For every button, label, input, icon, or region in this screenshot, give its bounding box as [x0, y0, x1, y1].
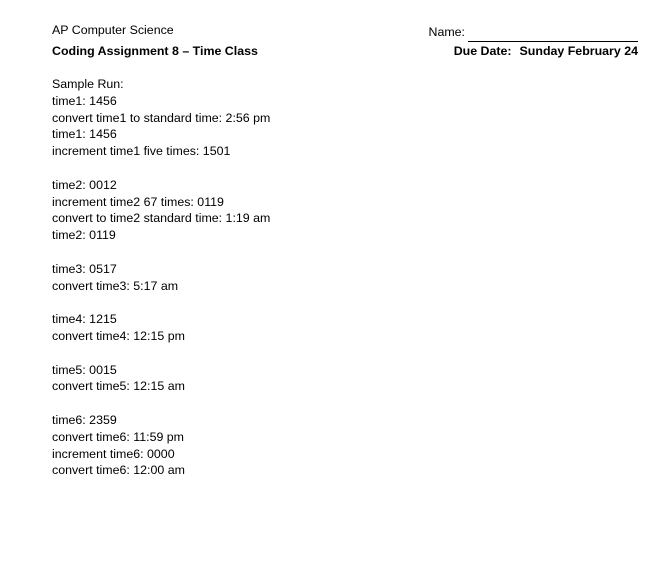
output-line: convert time5: 12:15 am — [52, 379, 185, 394]
sample-run-content — [52, 76, 270, 479]
header-left — [52, 21, 258, 63]
output-block — [52, 177, 270, 244]
output-line: convert time4: 12:15 pm — [52, 328, 185, 343]
output-line: time1: 1456 — [52, 93, 117, 108]
output-line: time1: 1456 — [52, 127, 117, 142]
due-date-row — [429, 42, 639, 63]
assignment-title: Coding Assignment 8 – Time Class — [52, 44, 258, 58]
output-line: increment time2 67 times: 0119 — [52, 194, 224, 209]
output-block — [52, 261, 270, 295]
output-line: time2: 0119 — [52, 228, 116, 243]
output-line: time3: 0517 — [52, 261, 117, 276]
output-line: time5: 0015 — [52, 362, 117, 377]
due-date-label: Due Date: — [453, 44, 512, 58]
name-blank-line — [468, 28, 638, 42]
header-right — [429, 21, 639, 63]
output-line: time4: 1215 — [52, 312, 117, 327]
output-line: convert time6: 11:59 pm — [52, 429, 185, 444]
output-line: increment time1 five times: 1501 — [52, 144, 231, 159]
output-line: increment time6: 0000 — [52, 446, 175, 461]
course-title: AP Computer Science — [52, 23, 174, 37]
output-line: time6: 2359 — [52, 412, 117, 427]
output-block — [52, 362, 270, 396]
output-line: Sample Run: — [52, 77, 124, 91]
due-date-value: Sunday February 24 — [519, 44, 638, 58]
output-block — [52, 412, 270, 479]
output-line: time2: 0012 — [52, 177, 117, 192]
output-line: convert time1 to standard time: 2:56 pm — [52, 110, 271, 125]
output-line: convert to time2 standard time: 1:19 am — [52, 211, 271, 226]
output-block — [52, 76, 270, 160]
name-label: Name: — [428, 25, 465, 39]
output-line: convert time3: 5:17 am — [52, 278, 179, 293]
output-line: convert time6: 12:00 am — [52, 463, 185, 478]
name-row — [429, 21, 639, 42]
output-block — [52, 311, 270, 345]
